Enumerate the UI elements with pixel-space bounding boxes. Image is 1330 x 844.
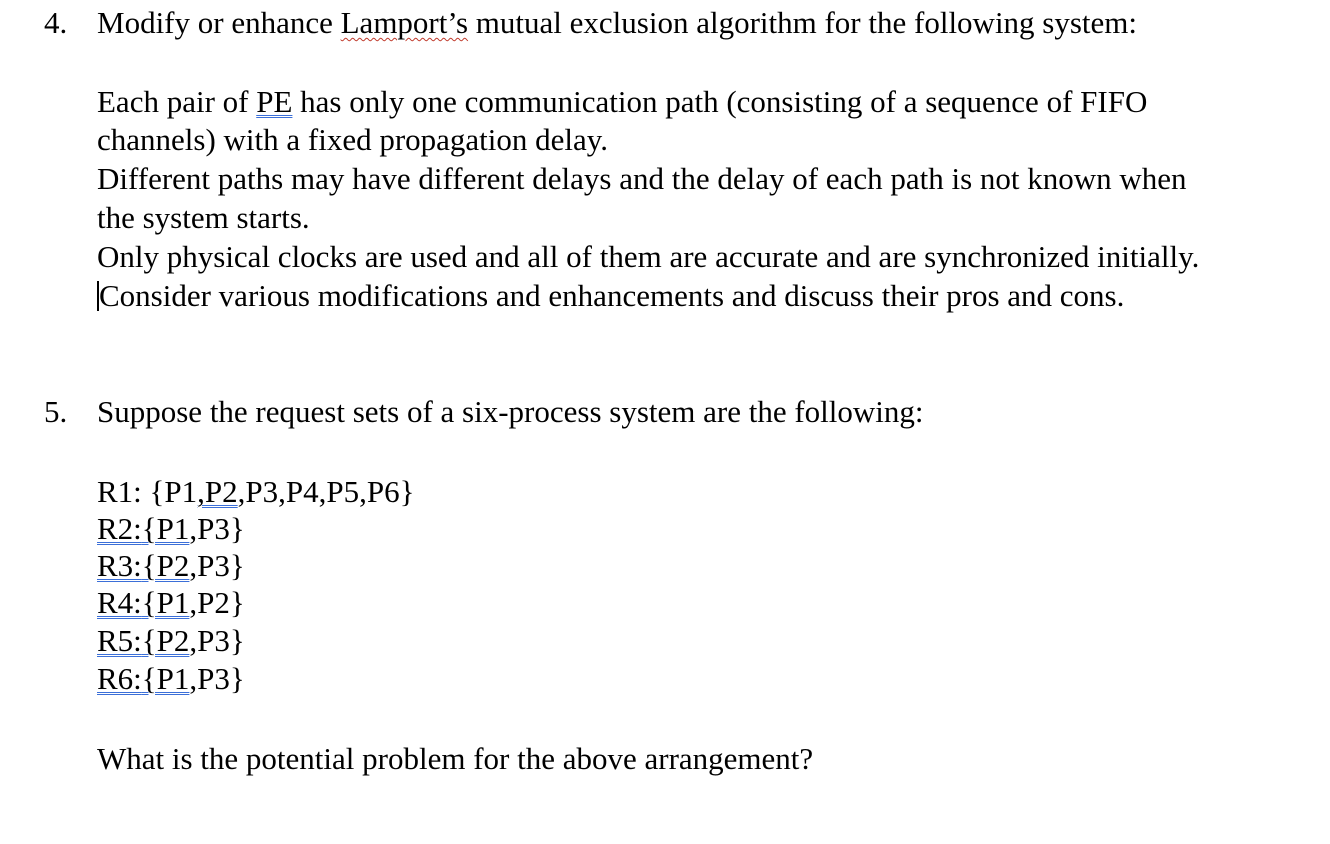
q4-p1-pre: Each pair of [97, 84, 257, 119]
q4-p1-post: has only one communication path (consisting of a sequence of FIFO [292, 84, 1148, 119]
request-set-label[interactable]: R3: [97, 548, 142, 583]
request-set-marked[interactable]: {P1 [141, 511, 190, 546]
request-set-marked[interactable]: {P1 [141, 661, 190, 696]
q5-title[interactable]: Suppose the request sets of a six-process system are the following: [97, 394, 924, 429]
request-set-marked[interactable]: ,P2 [197, 474, 238, 509]
request-set-r6[interactable] [97, 660, 245, 698]
q4-title-pre: Modify or enhance [97, 5, 341, 40]
q4-paragraph-3[interactable]: Only physical clocks are used and all of them are accurate and are synchronized initially. [97, 239, 1200, 274]
request-set-r3[interactable] [97, 547, 245, 585]
request-set-marked[interactable]: {P1 [141, 585, 190, 620]
request-set-label[interactable]: R5: [97, 623, 142, 658]
request-set-members: ,P3} [189, 548, 245, 583]
q5-question[interactable]: What is the potential problem for the above arrangement? [97, 741, 814, 776]
request-set-label[interactable]: R4: [97, 585, 142, 620]
q4-paragraph-2-line-1[interactable]: Different paths may have different delays and the delay of each path is not known when [97, 161, 1187, 196]
request-set-r5[interactable] [97, 622, 245, 660]
request-set-label: R1: [97, 474, 142, 509]
q4-paragraph-2-line-2[interactable]: the system starts. [97, 200, 310, 235]
q4-paragraph-1-line-2[interactable]: channels) with a fixed propagation delay. [97, 122, 609, 157]
q5-number: 5. [44, 394, 68, 429]
request-set-r2[interactable] [97, 510, 245, 548]
q4-paragraph-1-line-1[interactable] [97, 83, 1147, 121]
q4-number: 4. [44, 5, 68, 40]
request-set-label[interactable]: R2: [97, 511, 142, 546]
q4-title[interactable] [97, 4, 1137, 42]
q4-title-spellcheck-word[interactable]: Lamport’s [340, 5, 469, 40]
request-set-label[interactable]: R6: [97, 661, 142, 696]
request-set-marked[interactable]: {P2 [141, 623, 190, 658]
request-set-r4[interactable] [97, 584, 245, 622]
q4-p4-text: Consider various modifications and enhancements and discuss their pros and cons. [99, 278, 1125, 313]
q4-p1-grammar-word[interactable]: PE [256, 84, 293, 119]
request-set-marked[interactable]: {P2 [141, 548, 190, 583]
request-set-r1[interactable] [97, 473, 415, 511]
request-set-members: ,P3,P4,P5,P6} [237, 474, 415, 509]
request-set-members: ,P2} [189, 585, 245, 620]
request-set-members: ,P3} [189, 661, 245, 696]
q4-paragraph-4[interactable] [97, 277, 1124, 315]
request-set-members: ,P3} [189, 511, 245, 546]
request-set-prefix: {P1 [141, 474, 198, 509]
q4-title-post: mutual exclusion algorithm for the following system: [468, 5, 1138, 40]
request-set-members: ,P3} [189, 623, 245, 658]
